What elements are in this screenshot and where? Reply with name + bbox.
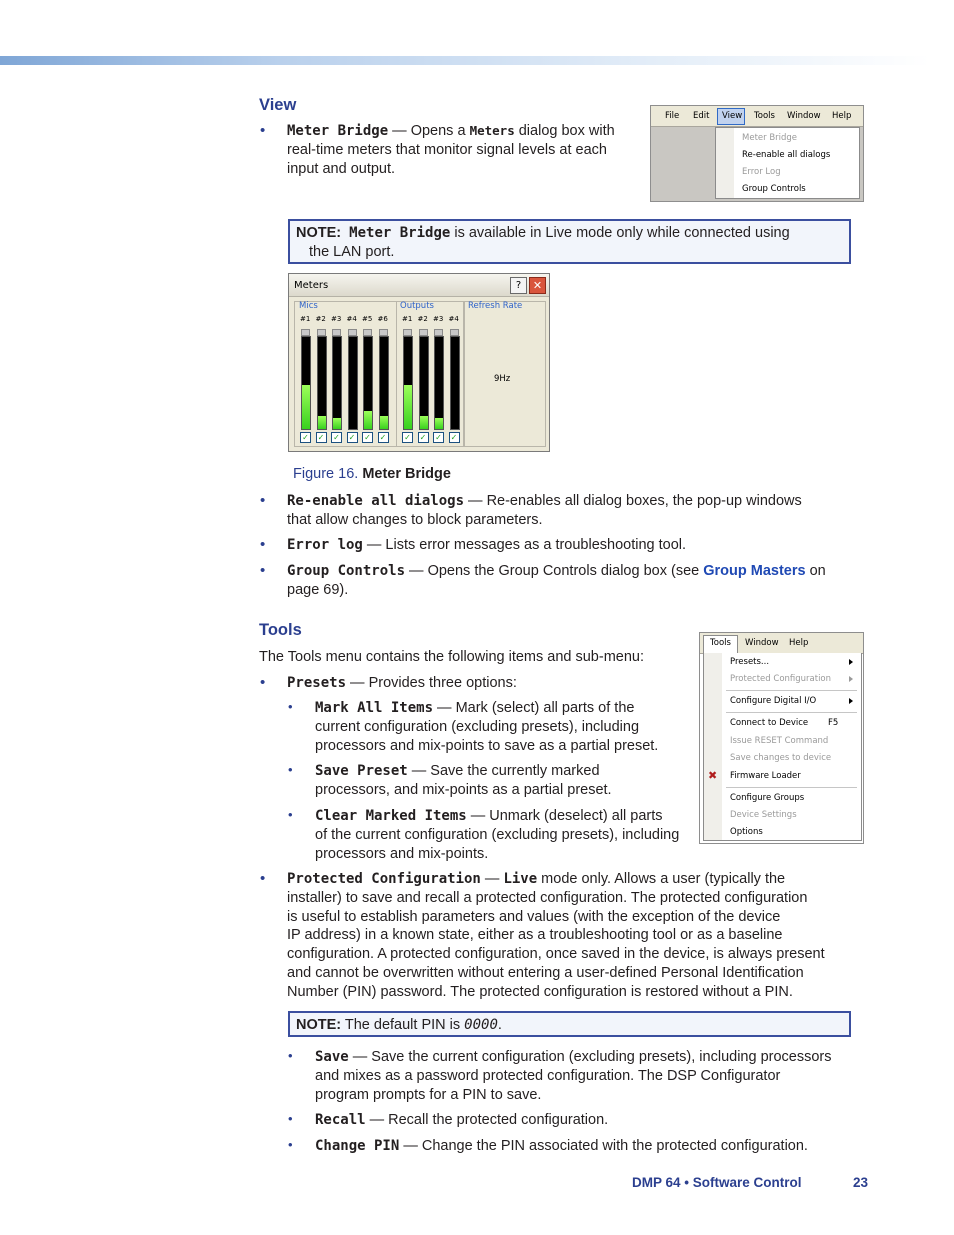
mic-enable-checkbox[interactable]: ✓ <box>300 432 311 443</box>
mic-enable-checkbox[interactable]: ✓ <box>316 432 327 443</box>
pc-change-pin-command: Change PIN <box>315 1138 400 1154</box>
mic-channel-label: #4 <box>346 315 357 323</box>
meters-dialog <box>288 273 550 452</box>
figure-title: Meter Bridge <box>358 466 451 482</box>
mic-enable-checkbox[interactable]: ✓ <box>378 432 389 443</box>
tools-dropdown <box>703 653 862 841</box>
mic-clip-indicator <box>301 329 310 336</box>
menu-item-group-controls[interactable]: Group Controls <box>742 184 806 194</box>
note-label: NOTE: <box>296 225 342 241</box>
menu-item-meter-bridge[interactable]: Meter Bridge <box>742 133 798 143</box>
presets-paragraph: Presets — Provides three options: <box>287 675 517 691</box>
sub-bullet: • <box>288 1111 293 1126</box>
menu-item-save-changes[interactable]: Save changes to device <box>730 753 832 763</box>
output-enable-checkbox[interactable]: ✓ <box>402 432 413 443</box>
menu-item-configure-digital-io[interactable]: Configure Digital I/O <box>730 696 817 706</box>
mic-clip-indicator <box>379 329 388 336</box>
bullet: • <box>260 492 266 509</box>
sub-bullet: • <box>288 699 293 714</box>
mic-level-fill <box>380 416 388 429</box>
output-clip-indicator <box>403 329 412 336</box>
mic-enable-checkbox[interactable]: ✓ <box>347 432 358 443</box>
menu-tools[interactable]: Tools <box>754 111 775 121</box>
output-enable-checkbox[interactable]: ✓ <box>418 432 429 443</box>
view-heading: View <box>259 96 297 114</box>
output-enable-checkbox[interactable]: ✓ <box>433 432 444 443</box>
mic-channel-label: #1 <box>300 315 311 323</box>
mic-level-fill <box>333 418 341 429</box>
output-level-fill <box>420 416 428 429</box>
bullet: • <box>260 870 266 887</box>
menu-file[interactable]: File <box>665 111 680 121</box>
figure-number: Figure 16. <box>293 466 359 482</box>
mic-level-meter <box>348 336 358 430</box>
output-channel-label: #1 <box>402 315 413 323</box>
mark-all-paragraph: Mark All Items — Mark (select) all parts of the current configuration (excluding presets), including processors and mix-points to save as a partial preset. <box>315 700 659 754</box>
mic-clip-indicator <box>332 329 341 336</box>
menu-item-reenable-dialogs[interactable]: Re-enable all dialogs <box>742 150 831 160</box>
menu-item-firmware-loader[interactable]: Firmware Loader <box>730 771 801 781</box>
output-level-fill <box>404 385 412 429</box>
reenable-paragraph: Re-enable all dialogs — Re-enables all dialog boxes, the pop-up windows that allow changes to block parameters. <box>287 493 802 528</box>
default-pin-value: 0000 <box>464 1017 498 1033</box>
mic-level-fill <box>302 385 310 429</box>
mic-channel-label: #5 <box>362 315 373 323</box>
menu-item-issue-reset[interactable]: Issue RESET Command <box>730 736 829 746</box>
page-number: 23 <box>853 1175 869 1190</box>
close-icon[interactable]: ✕ <box>529 277 546 294</box>
pc-save-command: Save <box>315 1049 349 1065</box>
menu-tools[interactable]: Tools <box>710 638 731 648</box>
menu-bar <box>700 633 863 654</box>
groupcontrols-paragraph: Group Controls — Opens the Group Controls dialog box (see Group Masters on page 69). <box>287 563 826 598</box>
refresh-rate-group <box>464 301 546 447</box>
menu-item-configure-groups[interactable]: Configure Groups <box>730 793 805 803</box>
bullet: • <box>260 562 266 579</box>
output-level-meter <box>434 336 444 430</box>
groupcontrols-command: Group Controls <box>287 563 406 579</box>
mic-enable-checkbox[interactable]: ✓ <box>362 432 373 443</box>
sub-bullet: • <box>288 1048 293 1063</box>
mic-clip-indicator <box>348 329 357 336</box>
figure-caption <box>293 466 451 482</box>
pc-recall-command: Recall <box>315 1112 366 1128</box>
mic-level-meter <box>317 336 327 430</box>
tools-menu-screenshot <box>699 632 864 844</box>
mics-group <box>294 301 397 447</box>
mic-channel-label: #2 <box>315 315 326 323</box>
footer-title: DMP 64 • Software Control <box>632 1175 802 1190</box>
submenu-arrow-icon <box>849 659 853 665</box>
mark-all-command: Mark All Items <box>315 700 434 716</box>
menu-edit[interactable]: Edit <box>693 111 710 121</box>
menu-item-options[interactable]: Options <box>730 827 763 837</box>
save-preset-command: Save Preset <box>315 763 408 779</box>
protected-configuration-paragraph: Protected Configuration — Live mode only. Allows a user (typically the installer) to save and recall a protected configuration. The protected configuration is useful to establish parameters and values (with the exception of the device IP address) in a known state, either as a troubleshooting tool or as a baseline configuration. A protected configuration, once saved in the device, is always present and cannot be overwritten without entering a user-defined Personal Identification Number (PIN) password. The protected configuration is restored without a PIN. <box>287 871 825 1000</box>
mic-level-meter <box>363 336 373 430</box>
sub-bullet: • <box>288 807 293 822</box>
view-menu-screenshot <box>650 105 864 202</box>
tools-heading: Tools <box>259 621 302 639</box>
clear-marked-paragraph: Clear Marked Items — Unmark (deselect) all parts of the current configuration (excluding presets), including processors and mix-points. <box>315 808 680 862</box>
meter-bridge-paragraph: Meter Bridge — Opens a Meters dialog box with real-time meters that monitor signal levels at each input and output. <box>287 123 615 177</box>
pc-change-pin-paragraph: Change PIN — Change the PIN associated with the protected configuration. <box>315 1138 808 1154</box>
header-gradient-bar <box>0 56 930 65</box>
mic-channel-label: #3 <box>331 315 342 323</box>
output-channel-label: #4 <box>448 315 459 323</box>
note-box-meter-bridge: NOTE: Meter Bridge is available in Live mode only while connected using the LAN port. <box>288 219 851 264</box>
menu-help[interactable]: Help <box>789 638 809 648</box>
menu-item-error-log[interactable]: Error Log <box>742 167 781 177</box>
output-clip-indicator <box>434 329 443 336</box>
group-masters-link[interactable]: Group Masters <box>703 563 806 579</box>
menu-item-protected-configuration[interactable]: Protected Configuration <box>730 674 832 684</box>
output-channel-label: #2 <box>417 315 428 323</box>
pc-save-paragraph: Save — Save the current configuration (excluding presets), including processors and mixes as a password protected configuration. The DSP Configurator program prompts for a PIN to save. <box>315 1049 832 1103</box>
firmware-hammer-icon: ✖ <box>708 769 718 782</box>
meters-title: Meters <box>294 280 329 291</box>
submenu-arrow-icon <box>849 676 853 682</box>
menu-item-connect-to-device[interactable]: Connect to Device <box>730 718 809 728</box>
errorlog-command: Error log <box>287 537 363 553</box>
menu-window[interactable]: Window <box>745 638 779 648</box>
mic-level-fill <box>364 411 372 429</box>
menu-bar <box>651 106 863 127</box>
shortcut-f5: F5 <box>828 718 839 728</box>
output-channel-label: #3 <box>433 315 444 323</box>
bullet: • <box>260 674 266 691</box>
output-clip-indicator <box>419 329 428 336</box>
mic-level-meter <box>301 336 311 430</box>
reenable-command: Re-enable all dialogs <box>287 493 465 509</box>
refresh-rate-label: Refresh Rate <box>468 301 523 311</box>
note-box-default-pin: NOTE: The default PIN is 0000. <box>288 1011 851 1037</box>
protected-configuration-command: Protected Configuration <box>287 871 481 887</box>
menu-help[interactable]: Help <box>832 111 852 121</box>
mic-level-meter <box>332 336 342 430</box>
bullet: • <box>260 536 266 553</box>
output-level-fill <box>435 418 443 429</box>
output-level-meter <box>419 336 429 430</box>
clear-marked-command: Clear Marked Items <box>315 808 467 824</box>
meters-title-bar <box>289 274 549 297</box>
outputs-label: Outputs <box>400 301 434 311</box>
mic-level-meter <box>379 336 389 430</box>
mic-clip-indicator <box>317 329 326 336</box>
bullet: • <box>260 122 266 139</box>
output-enable-checkbox[interactable]: ✓ <box>449 432 460 443</box>
output-clip-indicator <box>450 329 459 336</box>
errorlog-paragraph: Error log — Lists error messages as a troubleshooting tool. <box>287 537 687 553</box>
meters-word: Meters <box>469 123 515 138</box>
mic-level-fill <box>318 416 326 429</box>
meter-bridge-command: Meter Bridge <box>287 123 389 139</box>
refresh-rate-value: 9Hz <box>494 374 511 384</box>
view-dropdown <box>715 127 860 199</box>
outputs-group <box>396 301 464 447</box>
mics-label: Mics <box>299 301 318 311</box>
mic-clip-indicator <box>363 329 372 336</box>
mic-enable-checkbox[interactable]: ✓ <box>331 432 342 443</box>
menu-window[interactable]: Window <box>787 111 821 121</box>
tools-intro: The Tools menu contains the following items and sub-menu: <box>259 649 645 665</box>
output-level-meter <box>450 336 460 430</box>
help-button[interactable]: ? <box>510 277 527 294</box>
menu-item-device-settings[interactable]: Device Settings <box>730 810 797 820</box>
sub-bullet: • <box>288 1137 293 1152</box>
menu-item-presets[interactable]: Presets... <box>730 657 770 667</box>
pc-recall-paragraph: Recall — Recall the protected configuration. <box>315 1112 609 1128</box>
note-label: NOTE: <box>296 1017 342 1033</box>
mic-channel-label: #6 <box>377 315 388 323</box>
sub-bullet: • <box>288 762 293 777</box>
menu-view[interactable]: View <box>722 111 743 121</box>
save-preset-paragraph: Save Preset — Save the currently marked processors, and mix-points as a partial preset. <box>315 763 612 798</box>
presets-command: Presets <box>287 675 347 691</box>
output-level-meter <box>403 336 413 430</box>
submenu-arrow-icon <box>849 698 853 704</box>
